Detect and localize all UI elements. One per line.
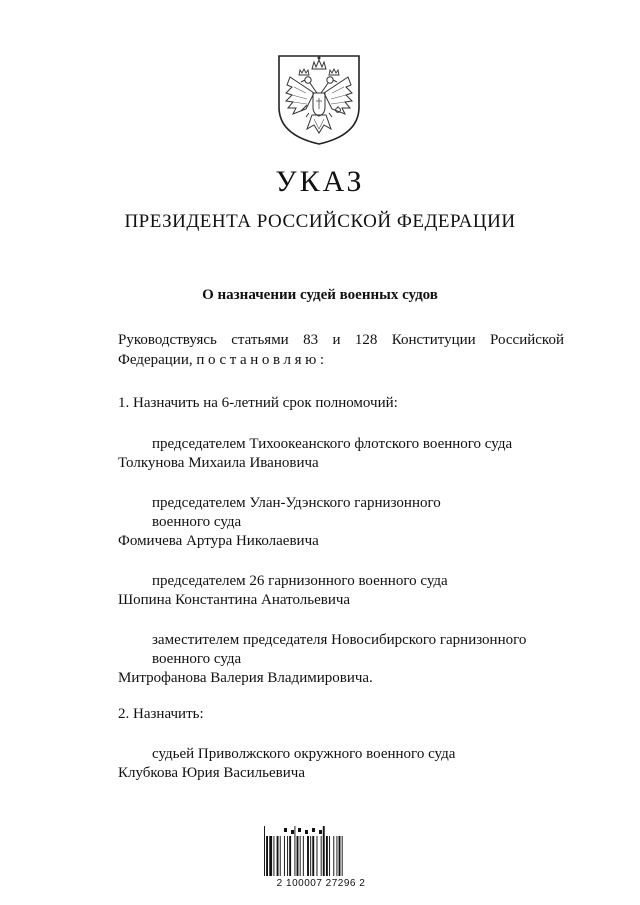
barcode-bar	[300, 836, 301, 876]
preamble-line-1: Руководствуясь статьями 83 и 128 Конституции Российской	[118, 332, 564, 348]
barcode-bar	[342, 836, 343, 876]
barcode-bar	[266, 836, 268, 876]
preamble-line-2	[118, 350, 328, 370]
appointment-position-line: военного суда	[152, 651, 242, 667]
barcode-bar	[264, 826, 265, 876]
barcode-bar	[280, 836, 281, 876]
appointment-person: Митрофанова Валерия Владимировича.	[118, 670, 373, 686]
appointment-position-line: председателем Улан-Удэнского гарнизонного	[152, 495, 441, 511]
barcode-mark	[312, 828, 315, 832]
barcode-icon	[262, 826, 380, 882]
preamble-line-2-prefix: Федерации,	[118, 352, 193, 368]
barcode-bar	[289, 836, 291, 876]
barcode-bar	[269, 836, 272, 876]
barcode-bar	[323, 826, 325, 876]
clause-2-title: 2. Назначить:	[118, 706, 204, 722]
barcode-mark	[291, 830, 294, 834]
barcode-bar	[317, 836, 318, 876]
barcode-bar	[284, 836, 285, 876]
barcode-bar	[297, 836, 299, 876]
appointment-person: Толкунова Михаила Ивановича	[118, 455, 319, 471]
barcode-bar	[321, 836, 322, 876]
barcode-bar	[336, 836, 337, 876]
appointment-position-line: судьей Приволжского окружного военного суда	[152, 746, 456, 762]
appointment-position-line: заместителем председателя Новосибирского гарнизонного	[152, 632, 527, 648]
barcode-bar	[307, 836, 309, 876]
russian-coat-of-arms-icon	[276, 49, 362, 147]
barcode-bar	[303, 836, 304, 876]
decree-heading: О назначении судей военных судов	[202, 287, 438, 303]
barcode-bar	[273, 836, 274, 876]
preamble-resolve-word: постановляю:	[196, 352, 328, 368]
barcode-bar	[277, 836, 279, 876]
decree-subtitle: ПРЕЗИДЕНТА РОССИЙСКОЙ ФЕДЕРАЦИИ	[124, 211, 516, 232]
barcode-bar	[310, 836, 311, 876]
barcode-bar	[329, 836, 330, 876]
appointment-position-line: председателем Тихоокеанского флотского военного суда	[152, 436, 513, 452]
barcode-mark	[305, 830, 308, 834]
barcode-mark	[319, 830, 322, 834]
barcode-number: 2 100007 27296 2	[276, 878, 366, 889]
appointment-position-line: военного суда	[152, 514, 242, 530]
barcode-bar	[339, 836, 341, 876]
barcode-bar	[333, 836, 334, 876]
barcode-bar	[294, 826, 295, 876]
barcode-bar	[326, 836, 328, 876]
appointment-person: Клубкова Юрия Васильевича	[118, 765, 305, 781]
appointment-person: Фомичева Артура Николаевича	[118, 533, 319, 549]
appointment-person: Шопина Константина Анатольевича	[118, 592, 351, 608]
barcode-mark	[284, 828, 287, 832]
barcode-mark	[298, 828, 301, 832]
appointment-position-line: председателем 26 гарнизонного военного суда	[152, 573, 448, 589]
barcode-bar	[312, 836, 314, 876]
barcode-bar	[287, 836, 288, 876]
clause-1-title: 1. Назначить на 6-летний срок полномочий:	[118, 395, 398, 411]
decree-title: УКАЗ	[275, 165, 365, 198]
